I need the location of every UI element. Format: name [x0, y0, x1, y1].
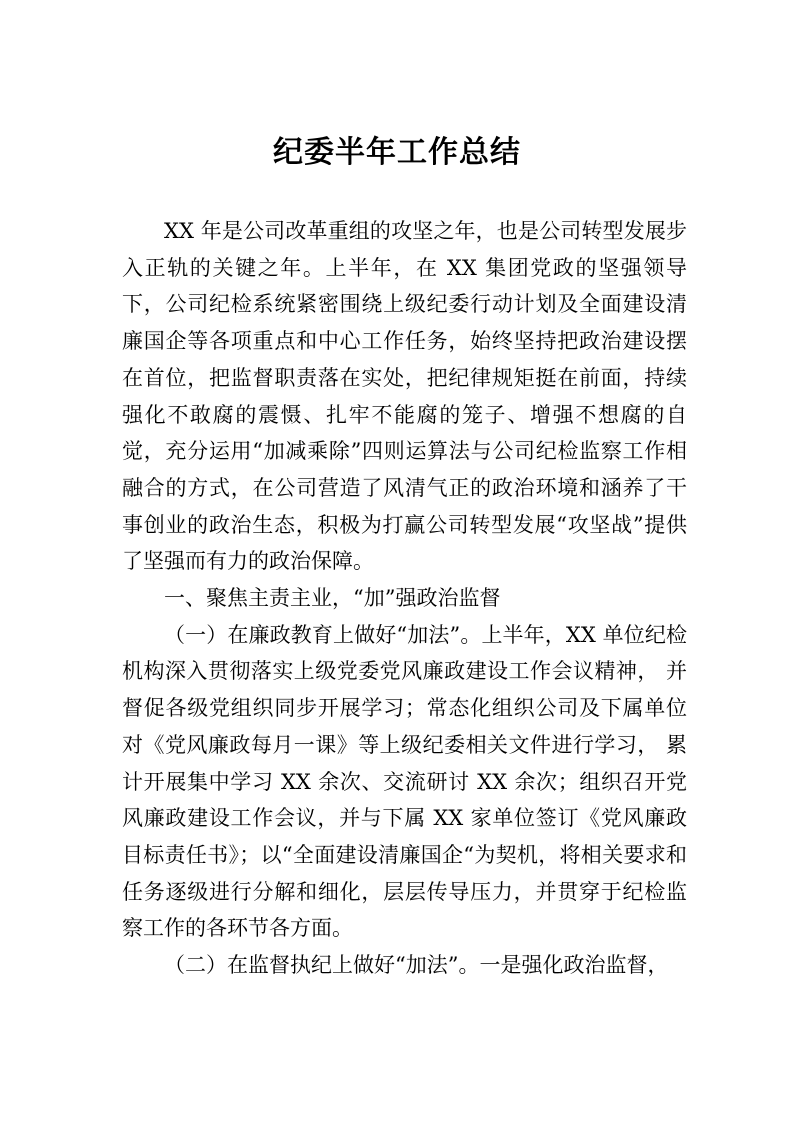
- paragraph-supervision: （二）在监督执纪上做好“加法”。一是强化政治监督，: [164, 953, 669, 978]
- section-heading-1: 一、聚焦主责主业，“加”强政治监督: [164, 586, 501, 611]
- document-title: 纪委半年工作总结: [273, 135, 521, 170]
- paragraph-intro: XX 年是公司改革重组的攻坚之年，也是公司转型发展步入正轨的关键之年。上半年，在 XX 集团党政的坚强领导下，公司纪检系统紧密围绕上级纪委行动计划及全面建设清廉国企等各项重点和中心工作任务，始终坚持把政治建设摆在首位，把监督职责落在实处，把纪律规矩挺在前面，持续强化不敢腐的震慑、扎牢不能腐的笼子、增强不想腐的自觉，充分运用“加减乘除”四则运算法与公司纪检监察工作相融合的方式，在公司营造了风清气正的政治环境和涵养了干事创业的政治生态，积极为打赢公司转型发展“攻坚战”提供了坚强而有力的政治保障。: [122, 219, 687, 574]
- document-body: [122, 213, 687, 984]
- paragraph-integrity-education: （一）在廉政教育上做好“加法”。上半年，XX 单位纪检机构深入贯彻落实上级党委党风廉政建设工作会议精神， 并督促各级党组织同步开展学习；常态化组织公司及下属单位对《党风廉政每月一课》等上级纪委相关文件进行学习， 累计开展集中学习 XX 余次、交流研讨 XX 余次；组织召开党风廉政建设工作会议，并与下属 XX 家单位签订《党风廉政目标责任书》；以“全面建设清廉国企“为契机，将相关要求和任务逐级进行分解和细化，层层传导压力，并贯穿于纪检监察工作的各环节各方面。: [122, 622, 687, 941]
